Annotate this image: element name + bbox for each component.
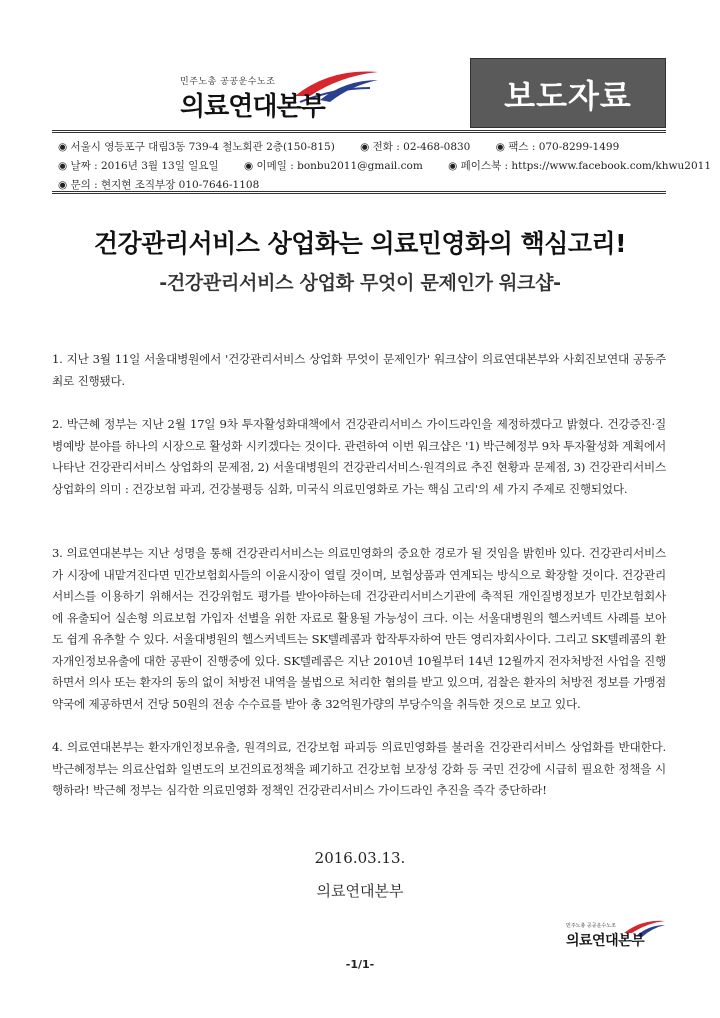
contact-info-bar <box>52 130 712 194</box>
address-text: ◉ 서울시 영등포구 대림3동 739-4 철노회관 2층(150-815) <box>58 141 335 153</box>
info-row-1 <box>58 139 641 154</box>
email-text: ◉ 이메일 : bonbu2011@gmail.com <box>243 160 423 172</box>
footer-logo-subtitle: 민주노총 공공운수노조 <box>566 923 616 929</box>
logo-title: 의료연대본부 <box>180 92 325 122</box>
paragraph-3: 3. 의료연대본부는 지난 성명을 통해 건강관리서비스는 의료민영화의 중요한 경로가 될 것임을 밝힌바 있다. 건강관리서비스가 시장에 내맡겨진다면 민간보험회사들의 이윤시장이 열릴 것이며, 보험상품과 연계되는 방식으로 확장할 것이다. 건강관리서비스를 이용하기 위해서는 건강위험도 평가를 받아야하는데 건강관리서비스기관에 축적된 개인질병정보가 민간보험회사에 유출되어 실손형 의료보험 가입자 선별을 위한 자료로 활용될 가능성이 크다. 이는 서울대병원의 헬스커넥트 사례를 보아도 쉽게 유추할 수 있다. 서울대병원의 헬스커넥트는 SK텔레콤과 합작투자하여 만든 영리자회사이다. 그리고 SK텔레콤의 환자개인정보유출에 대한 공판이 진행중에 있다. SK텔레콤은 지난 2010년 10월부터 14년 12월까지 전자처방전 사업을 진행하면서 의사 또는 환자의 동의 없이 처방전 내역을 불법으로 처리한 혐의를 받고 있으며, 검찰은 환자의 처방전 정보를 가맹점 약국에 제공하면서 건당 50원의 전송 수수료를 받아 총 32억원가량의 부당수익을 취득한 것으로 보고 있다. <box>52 546 666 711</box>
facebook-text: ◉ 페이스북 : https://www.facebook.com/khwu2011 <box>448 160 712 172</box>
press-release-label: 보도자료 <box>504 77 632 115</box>
closing-organization: 의료연대본부 <box>316 882 404 900</box>
contact-text: ◉ 문의 : 현지현 조직부장 010-7646-1108 <box>58 179 260 191</box>
phone-text: ◉ 전화 : 02-468-0830 <box>360 141 471 153</box>
paragraph-1: 1. 지난 3월 11일 서울대병원에서 '건강관리서비스 상업화 무엇이 문제인가' 워크샵이 의료연대본부와 사회진보연대 공동주최로 진행됐다. <box>52 352 666 388</box>
document-title: 건강관리서비스 상업화는 의료민영화의 핵심고리! <box>93 229 627 258</box>
footer-logo-title: 의료연대본부 <box>566 933 645 949</box>
date-text: ◉ 날짜 : 2016년 3월 13일 일요일 <box>58 160 219 172</box>
logo-subtitle: 민주노총 공공운수노조 <box>180 77 276 87</box>
organization-logo <box>180 66 380 126</box>
info-row-2 <box>58 158 720 173</box>
paragraph-4: 4. 의료연대본부는 환자개인정보유출, 원격의료, 건강보험 파괴등 의료민영화를 불러올 건강관리서비스 상업화를 반대한다. 박근혜정부는 의료산업화 일변도의 보건의료정책을 폐기하고 건강보험 보장성 강화 등 국민 건강에 시급히 필요한 정책을 시행하라! 박근혜 정부는 심각한 의료민영화 정책인 건강관리서비스 가이드라인 추진을 즉각 중단하라! <box>52 740 666 797</box>
info-row-3 <box>58 177 281 192</box>
press-release-badge <box>470 58 666 128</box>
fax-text: ◉ 팩스 : 070-8299-1499 <box>495 141 620 153</box>
document-subtitle: -건강관리서비스 상업화 무엇이 문제인가 워크샵- <box>159 272 561 294</box>
footer-logo <box>566 918 666 954</box>
page-number: -1/1- <box>345 958 375 971</box>
paragraph-2: 2. 박근혜 정부는 지난 2월 17일 9차 투자활성화대책에서 건강관리서비스 가이드라인을 제정하겠다고 밝혔다. 건강증진·질병예방 분야를 하나의 시장으로 활성화 시키겠다는 것이다. 관련하여 이번 워크샵은 '1) 박근혜정부 9차 투자활성화 계획에서 나타난 건강관리서비스 상업화의 문제점, 2) 서울대병원의 건강관리서비스·원격의료 추진 현황과 문제점, 3) 건강관리서비스 상업화의 의미 : 건강보험 파괴, 건강불평등 심화, 미국식 의료민영화로 가는 핵심 고리'의 세 가지 주제로 진행되었다. <box>52 417 666 496</box>
closing-date: 2016.03.13. <box>314 849 406 867</box>
